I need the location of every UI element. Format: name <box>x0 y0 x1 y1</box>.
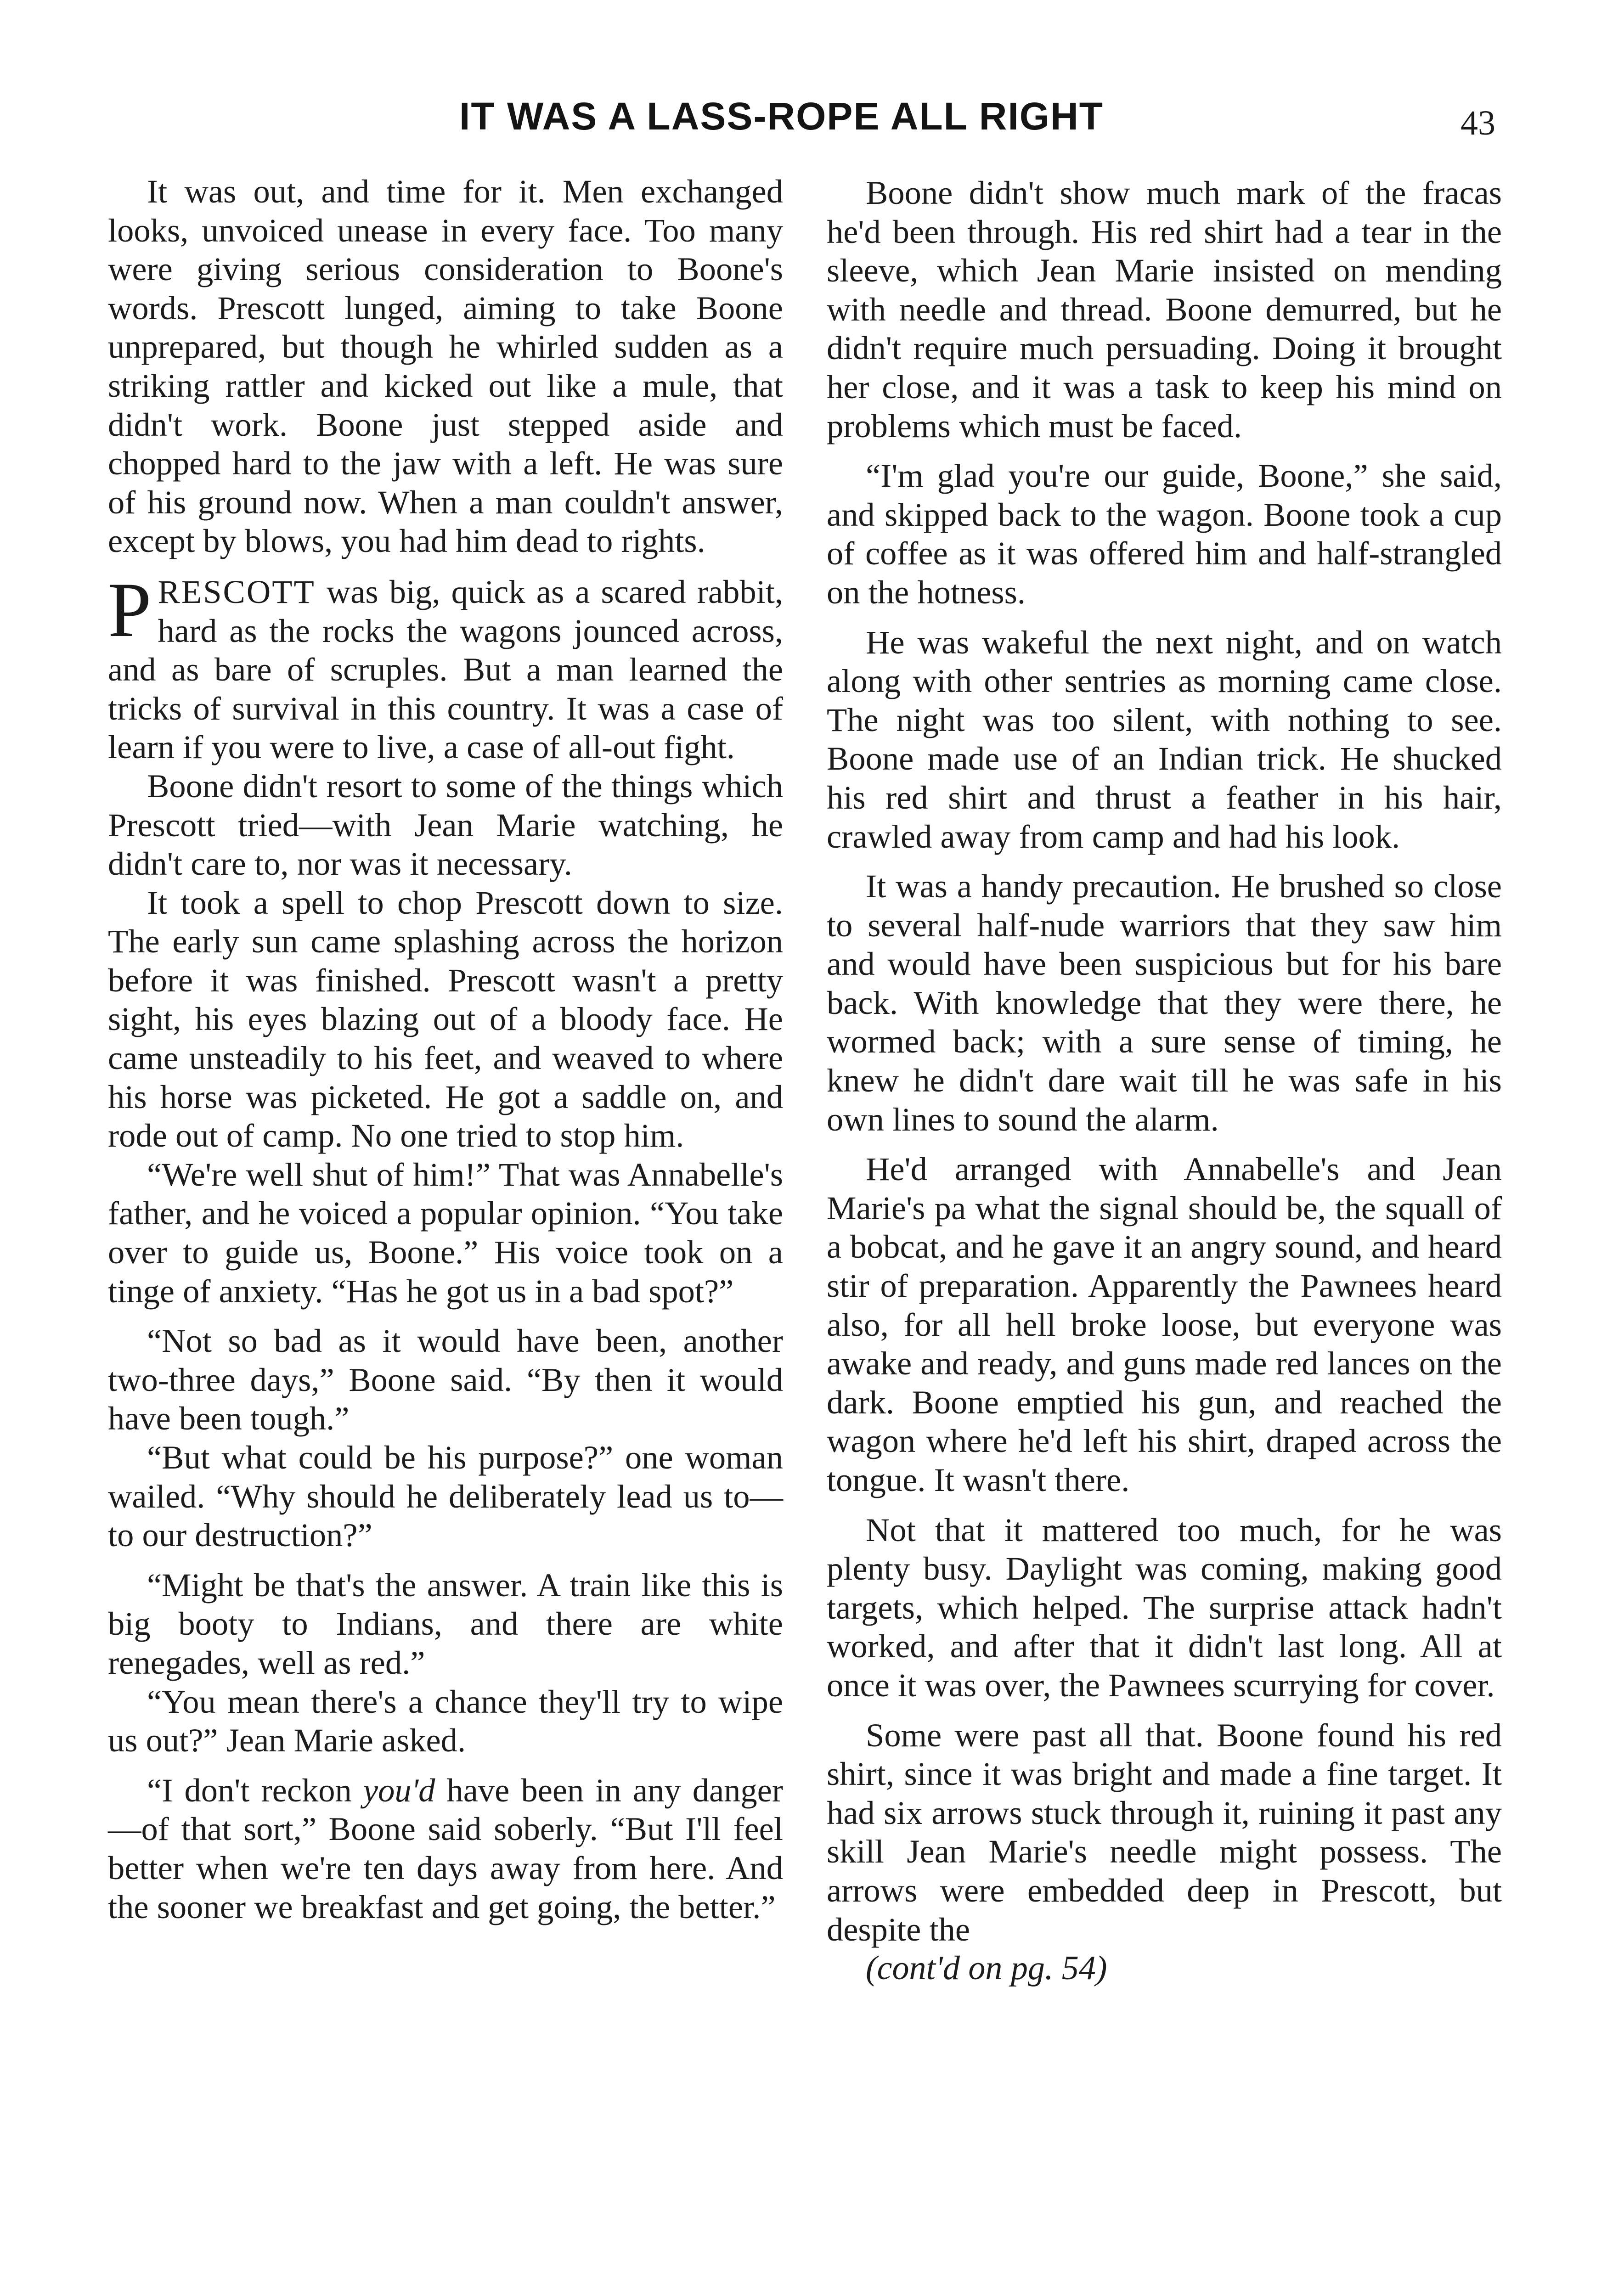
italic-word: you'd <box>363 1771 435 1809</box>
paragraph: Not that it mattered too much, for he was plenty busy. Daylight was coming, making good targets, which helped. The surprise attack hadn't worked, and after that it didn't last long. All at once it was over, the Pawnees scurrying for cover. <box>827 1511 1502 1704</box>
paragraph-text: have been in any danger—of that sort,” Boone said soberly. “But I'll feel better when we're ten days away from here. And the sooner we breakfast and get going, the better.” <box>108 1771 783 1925</box>
paragraph: “You mean there's a chance they'll try to wipe us out?” Jean Marie asked. <box>108 1683 783 1759</box>
right-text-column <box>827 174 1502 1988</box>
paragraph: Boone didn't show much mark of the fracas he'd been through. His red shirt had a tear in the sleeve, which Jean Marie insisted on mending with needle and thread. Boone demurred, but he didn't require much persuading. Doing it brought her close, and it was a task to keep his mind on problems which must be faced. <box>827 174 1502 445</box>
paragraph: It was a handy precaution. He brushed so close to several half-nude warriors that they saw him and would have been suspicious but for his bare back. With knowledge that they were there, he wormed back; with a sure sense of timing, he knew he didn't dare wait till he was safe in his own lines to sound the alarm. <box>827 867 1502 1138</box>
paragraph: “Might be that's the answer. A train like this is big booty to Indians, and there are white renegades, well as red.” <box>108 1566 783 1681</box>
paragraph: “I'm glad you're our guide, Boone,” she said, and skipped back to the wagon. Boone took a cup of coffee as it was offered him and half-strangled on the hotness. <box>827 457 1502 611</box>
left-text-column <box>108 172 783 1926</box>
small-caps-word: RESCOTT <box>158 573 316 610</box>
story-title-header: IT WAS A LASS-ROPE ALL RIGHT <box>459 95 1104 138</box>
paragraph: He was wakeful the next night, and on watch along with other sentries as morning came close. The night was too silent, with nothing to see. Boone made use of an Indian trick. He shucked his red shirt and thrust a feather in his hair, crawled away from camp and had his look. <box>827 623 1502 855</box>
paragraph: He'd arranged with Annabelle's and Jean Marie's pa what the signal should be, the squall of a bobcat, and he gave it an angry sound, and heard stir of preparation. Apparently the Pawnees heard also, for all hell broke loose, but everyone was awake and ready, and guns made red lances on the dark. Boone emptied his gun, and reached the wagon where he'd left his shirt, draped across the tongue. It wasn't there. <box>827 1150 1502 1498</box>
paragraph: It was out, and time for it. Men exchanged looks, unvoiced unease in every face. Too many were giving serious consideration to Boone's words. Prescott lunged, aiming to take Boone unprepared, but though he whirled sudden as a striking rattler and kicked out like a mule, that didn't work. Boone just stepped aside and chopped hard to the jaw with a left. He was sure of his ground now. When a man couldn't answer, except by blows, you had him dead to rights. <box>108 173 783 560</box>
paragraph: Boone didn't resort to some of the things which Prescott tried—with Jean Marie watching, he didn't care to, nor was it necessary. <box>108 767 783 883</box>
continuation-note: (cont'd on pg. 54) <box>866 1949 1107 1987</box>
drop-cap-letter: P <box>108 566 152 653</box>
paragraph: It took a spell to chop Prescott down to size. The early sun came splashing across the horizon before it was finished. Prescott wasn't a pretty sight, his eyes blazing out of a bloody face. He came unsteadily to his feet, and weaved to where his horse was picketed. He got a saddle on, and rode out of camp. No one tried to stop him. <box>108 884 783 1154</box>
page-number: 43 <box>1460 104 1495 142</box>
paragraph: “But what could be his purpose?” one woman wailed. “Why should he deliberately lead us to—to our destruction?” <box>108 1439 783 1554</box>
paragraph: “Not so bad as it would have been, another two-three days,” Boone said. “By then it would have been tough.” <box>108 1322 783 1437</box>
paragraph-text: “I don't reckon <box>147 1771 363 1809</box>
paragraph-text: was big, quick as a scared rabbit, hard as the rocks the wagons jounced across, and as bare of scruples. But a man learned the tricks of survival in this country. It was a case of learn if you were to live, a case of all-out fight. <box>108 573 783 766</box>
paragraph <box>108 1771 783 1926</box>
paragraph: “We're well shut of him!” That was Annabelle's father, and he voiced a popular opinion. “You take over to guide us, Boone.” His voice took on a tinge of anxiety. “Has he got us in a bad spot?” <box>108 1155 783 1310</box>
paragraph: Some were past all that. Boone found his red shirt, since it was bright and made a fine target. It had six arrows stuck through it, ruining it past any skill Jean Marie's needle might possess. The arrows were embedded deep in Prescott, but despite the <box>827 1716 1502 1948</box>
dropcap-paragraph <box>108 566 783 767</box>
